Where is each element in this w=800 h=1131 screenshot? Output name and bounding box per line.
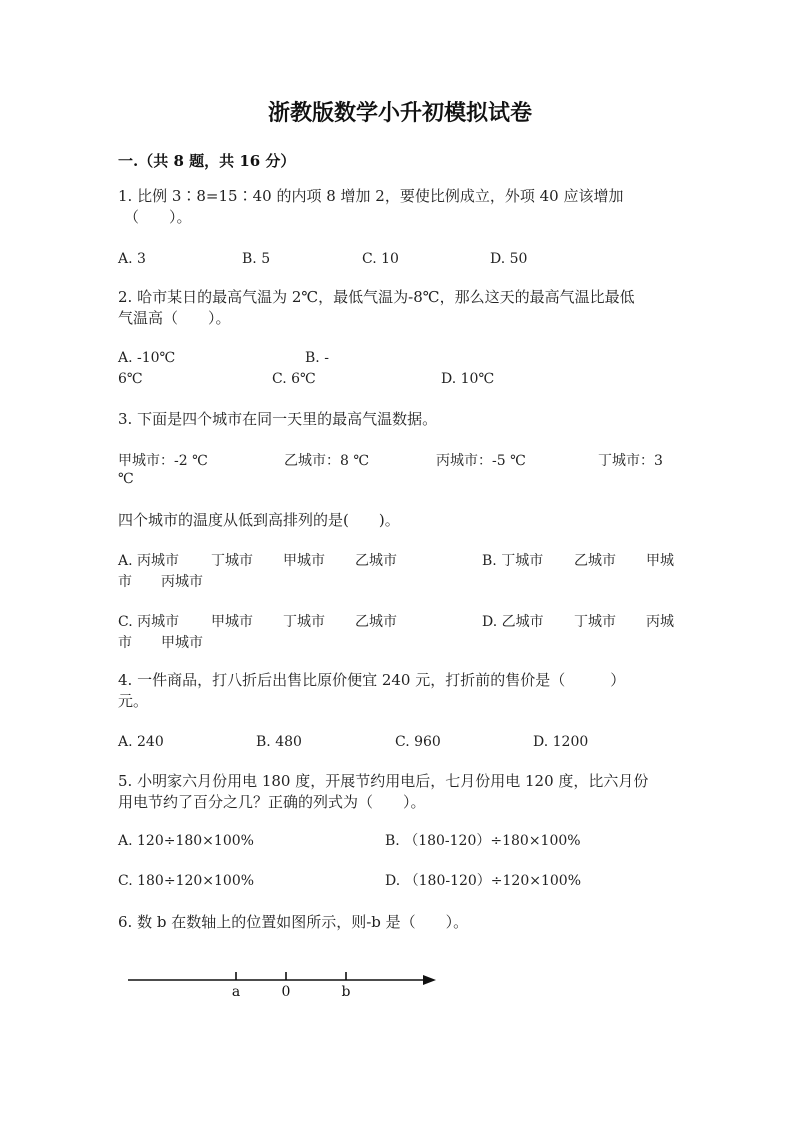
question-3-option-b-item: 甲城 xyxy=(646,553,674,569)
question-3-option-b-item: 乙城市 xyxy=(574,553,616,569)
question-2-option-b: B. - xyxy=(305,350,329,366)
question-4-option-c: C. 960 xyxy=(395,734,441,750)
axis-label-a: a xyxy=(231,984,241,1000)
question-2-stem xyxy=(118,287,683,329)
question-4-line-1: 4. 一件商品，打八折后出售比原价便宜 240 元，打折前的售价是（ ） xyxy=(118,671,626,689)
question-2-option-d: D. 10℃ xyxy=(441,371,495,387)
question-1-option-d: D. 50 xyxy=(490,251,528,267)
question-1-option-a: A. 3 xyxy=(118,251,146,267)
question-5-option-d: D. （180-120）÷120×100% xyxy=(385,873,582,889)
question-2-line-1: 2. 哈市某日的最高气温为 2℃，最低气温为-8℃，那么这天的最高气温比最低 xyxy=(118,288,635,306)
city-data-jia: 甲城市：-2 ℃ xyxy=(118,453,208,469)
question-2-option-c: C. 6℃ xyxy=(272,371,316,387)
question-2-option-b-cont: 6℃ xyxy=(118,371,143,387)
question-3-option-a-item: 乙城市 xyxy=(355,553,397,569)
question-5-option-a: A. 120÷180×100% xyxy=(118,833,254,849)
question-2-option-a: A. -10℃ xyxy=(118,350,176,366)
question-3-option-b-item: 丙城市 xyxy=(161,574,203,590)
question-3-option-b-item: 市 xyxy=(118,574,132,590)
question-3-ask: 四个城市的温度从低到高排列的是( )。 xyxy=(118,511,400,529)
city-data-bing: 丙城市：-5 ℃ xyxy=(436,453,526,469)
question-1-line-2: （ ）。 xyxy=(124,208,192,226)
question-3-option-c-item: 甲城市 xyxy=(211,614,253,630)
city-data-yi: 乙城市：8 ℃ xyxy=(284,453,370,469)
question-3-option-c-item: 丁城市 xyxy=(283,614,325,630)
question-3-option-a-item: 丁城市 xyxy=(211,553,253,569)
question-3-option-d-item: 丁城市 xyxy=(574,614,616,630)
question-3-option-b: B. 丁城市 xyxy=(482,553,544,569)
question-1-option-b: B. 5 xyxy=(242,251,271,267)
question-1-line-1: 1. 比例 3∶8=15∶40 的内项 8 增加 2，要使比例成立，外项 40 应该增加 xyxy=(118,187,624,205)
question-3-option-d-item: 甲城市 xyxy=(161,635,203,651)
question-3-option-c-item: 乙城市 xyxy=(355,614,397,630)
question-4-option-a: A. 240 xyxy=(118,734,164,750)
number-line-arrow xyxy=(423,975,436,985)
question-6-stem: 6. 数 b 在数轴上的位置如图所示，则-b 是（ ）。 xyxy=(118,913,469,931)
question-4-line-2: 元。 xyxy=(118,692,149,710)
city-data-ding: 丁城市：3 xyxy=(598,453,663,469)
question-4-stem xyxy=(118,670,683,712)
question-1-stem xyxy=(118,186,683,228)
question-4-option-d: D. 1200 xyxy=(533,734,589,750)
question-3-option-d-item: 丙城 xyxy=(646,614,674,630)
question-5-line-2: 用电节约了百分之几？正确的列式为（ ）。 xyxy=(118,793,426,811)
question-5-stem xyxy=(118,771,683,813)
question-5-option-b: B. （180-120）÷180×100% xyxy=(385,833,581,849)
question-3-option-c: C. 丙城市 xyxy=(118,614,180,630)
question-1-option-c: C. 10 xyxy=(362,251,399,267)
section-header: 一.（共 8 题，共 16 分） xyxy=(118,152,296,170)
axis-label-0: 0 xyxy=(281,984,291,1000)
axis-label-b: b xyxy=(341,984,351,1000)
exam-title: 浙教版数学小升初模拟试卷 xyxy=(267,100,532,126)
city-data-ding-unit: ℃ xyxy=(118,471,134,487)
question-4-option-b: B. 480 xyxy=(256,734,302,750)
question-3-option-a: A. 丙城市 xyxy=(118,553,180,569)
question-5-line-1: 5. 小明家六月份用电 180 度，开展节约用电后，七月份用电 120 度，比六月份 xyxy=(118,772,649,790)
question-3-option-d: D. 乙城市 xyxy=(482,614,544,630)
question-3-option-d-item: 市 xyxy=(118,635,132,651)
question-2-line-2: 气温高（ ）。 xyxy=(118,309,231,327)
question-3-option-a-item: 甲城市 xyxy=(283,553,325,569)
number-line-figure xyxy=(120,960,450,1005)
question-3-stem: 3. 下面是四个城市在同一天里的最高气温数据。 xyxy=(118,410,438,428)
question-5-option-c: C. 180÷120×100% xyxy=(118,873,255,889)
